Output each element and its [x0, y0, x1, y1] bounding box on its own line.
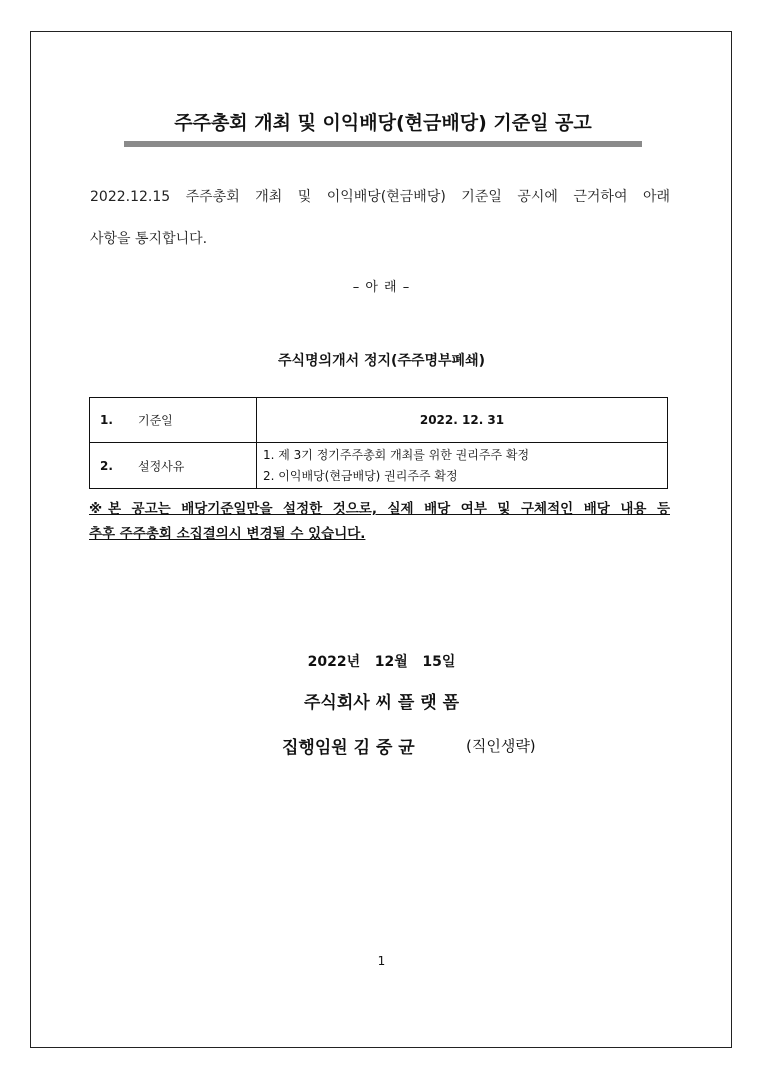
table-row — [90, 398, 668, 443]
info-table — [89, 397, 668, 489]
title-underline-bar — [124, 141, 642, 147]
notice-line-1: ※본 공고는 배당기준일만을 설정한 것으로, 실제 배당 여부 및 구체적인 배당 내용 등 — [89, 501, 670, 517]
intro-paragraph-line-1: 2022.12.15 주주총회 개최 및 이익배당(현금배당) 기준일 공시에 근거하여 아래 — [90, 189, 670, 205]
row-label: 기준일 — [138, 413, 173, 428]
page-number: 1 — [377, 954, 386, 968]
seal-note: (직인생략) — [466, 737, 536, 755]
row-number: 2. — [100, 458, 113, 473]
page-title: 주주총회 개최 및 이익배당(현금배당) 기준일 공고 — [174, 112, 592, 134]
reason-item: 1. 제 3기 정기주주총회 개최를 위한 권리주주 확정 — [263, 447, 530, 462]
row-number: 1. — [100, 413, 113, 427]
notice-text — [89, 497, 670, 547]
signature-date — [0, 651, 763, 671]
table-row — [90, 443, 668, 489]
notice-line-2: 추후 주주총회 소집결의시 변경될 수 있습니다. — [89, 526, 366, 542]
reason-list-cell — [257, 443, 668, 489]
section-subtitle: 주식명의개서 정지(주주명부폐쇄) — [277, 353, 485, 369]
intro-paragraph-line-2: 사항을 통지합니다. — [90, 231, 208, 247]
reason-item: 2. 이익배당(현금배당) 권리주주 확정 — [263, 468, 458, 483]
row-label-cell — [90, 398, 257, 443]
row-label-cell — [90, 443, 257, 489]
arae-heading: – 아 래 – — [352, 280, 411, 295]
representative-name: 집행임원 김 중 균 — [282, 738, 415, 758]
row-label: 설정사유 — [138, 459, 185, 473]
record-date-value: 2022. 12. 31 — [257, 398, 668, 443]
signature-date-text: 2022년 12월 15일 — [307, 654, 456, 670]
company-name: 주식회사 씨 플 랫 폼 — [303, 693, 460, 713]
